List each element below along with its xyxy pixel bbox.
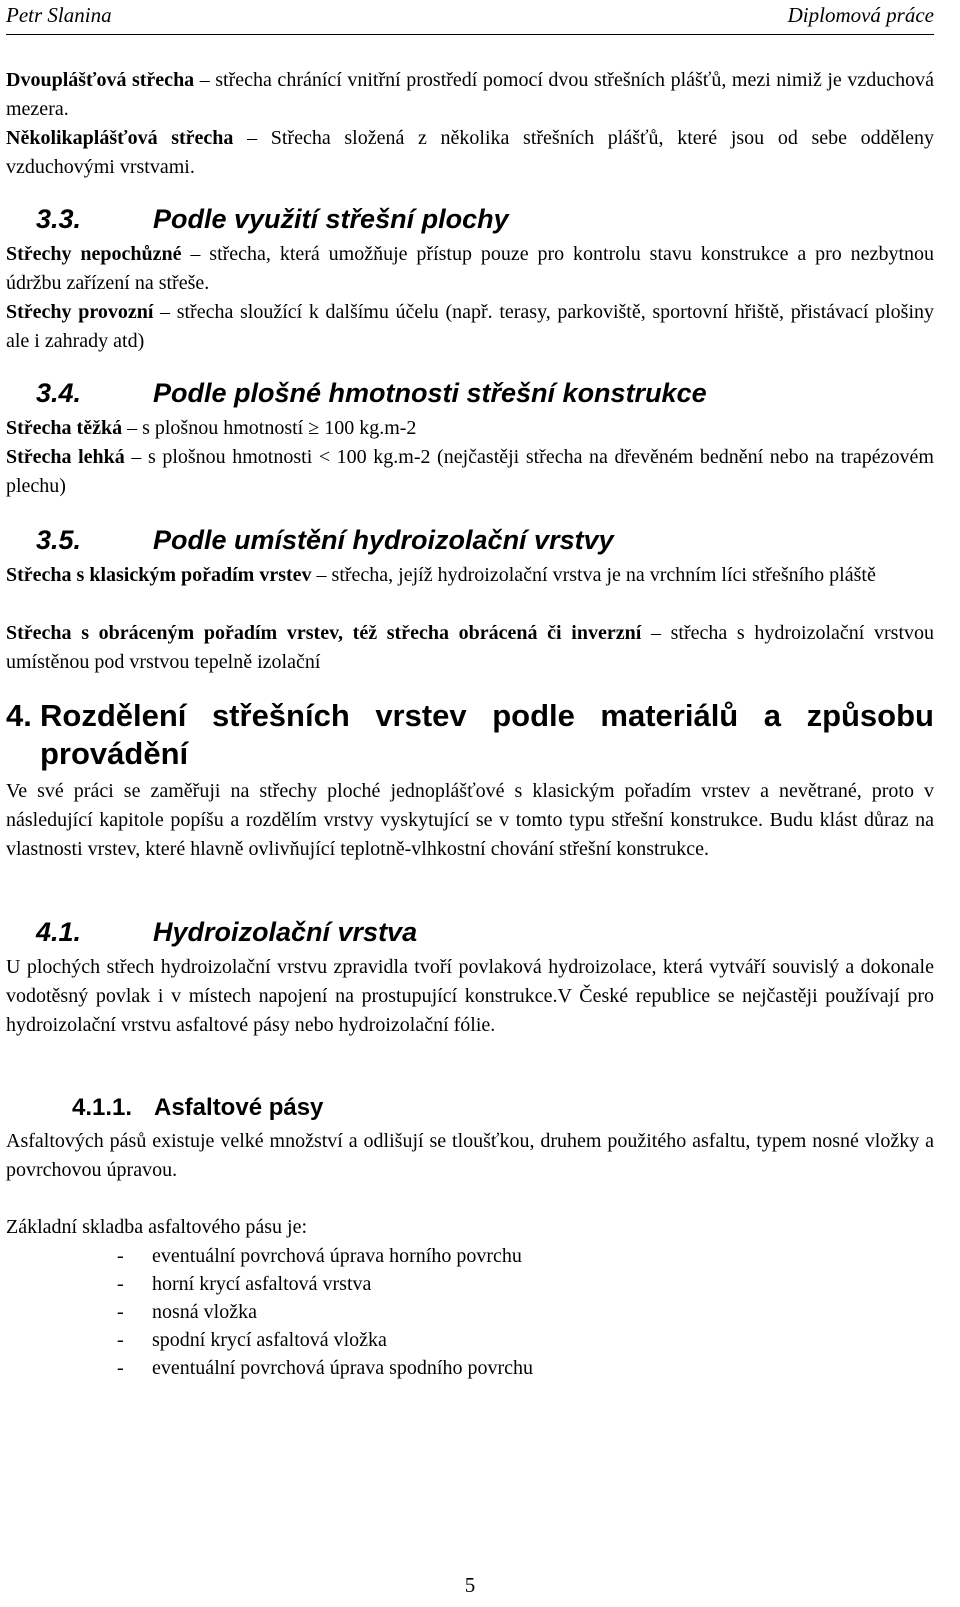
- list-item-text: eventuální povrchová úprava horního povrchu: [152, 1245, 522, 1267]
- paragraph-chapter-intro: Ve své práci se zaměřuji na střechy ploché jednoplášťové s klasickým pořadím vrstev a nevětrané, proto v následující kapitole popíšu a rozdělím vrstvy vyskytující se v tomto typu střešní konstrukce. Budu klást důraz na vlastnosti vrstev, které hlavně ovlivňující teplotně-vlhkostní chování střešní konstrukce.: [6, 780, 934, 860]
- definition: – s plošnou hmotností ≥ 100 kg.m-2: [122, 417, 417, 439]
- section-number: 3.3.: [36, 204, 82, 234]
- definition: – střecha s hydroizolační vrstvou umístěnou pod vrstvou tepelně izolační: [6, 622, 935, 673]
- paragraph-light-roof: [6, 443, 934, 501]
- page-header: [6, 2, 934, 28]
- term: Střecha s klasickým pořadím vrstev: [6, 564, 312, 586]
- section-heading-3-3: [6, 202, 934, 236]
- term: Střechy nepochůzné: [6, 243, 182, 265]
- paragraph-asphalt-strips: Asfaltových pásů existuje velké množství a odlišují se tloušťkou, druhem použitého asfaltu, typem nosné vložky a povrchovou úpravou.: [6, 1130, 934, 1181]
- chapter-heading-4: [6, 697, 934, 773]
- paragraph-classic-order-roof: [6, 561, 934, 619]
- section-heading-4-1-1: [6, 1093, 934, 1123]
- section-heading-3-4: [6, 376, 934, 410]
- header-rule: [6, 34, 934, 35]
- term: Dvouplášťová střecha: [6, 69, 195, 91]
- header-author: Petr Slanina: [6, 3, 112, 27]
- paragraph-double-shell-roof: [6, 66, 934, 124]
- list-item-text: spodní krycí asfaltová vložka: [152, 1329, 387, 1351]
- list-dash: -: [117, 1245, 124, 1267]
- list-item: [6, 1242, 934, 1270]
- section-title: Podle využití střešní plochy: [153, 204, 509, 234]
- list-item: [6, 1354, 934, 1382]
- definition: – střecha, která umožňuje přístup pouze pro kontrolu stavu konstrukce a pro nezbytnou údržbu zařízení na střeše.: [6, 243, 934, 294]
- composition-list: [6, 1242, 934, 1382]
- definition: – střecha sloužící k dalšímu účelu (např. terasy, parkoviště, sportovní hřiště, přistávací plošiny ale i zahrady atd): [6, 301, 934, 352]
- page-number: 5: [464, 1573, 476, 1597]
- list-dash: -: [117, 1273, 124, 1295]
- list-dash: -: [117, 1329, 124, 1351]
- section-title: Hydroizolační vrstva: [153, 917, 418, 947]
- list-item: [6, 1326, 934, 1354]
- list-item-text: eventuální povrchová úprava spodního povrchu: [152, 1357, 534, 1379]
- chapter-number: 4.: [6, 698, 32, 733]
- section-number: 3.4.: [36, 378, 82, 408]
- section-title: Asfaltové pásy: [154, 1094, 324, 1121]
- paragraph-heavy-roof: [6, 414, 934, 443]
- section-number: 4.1.1.: [72, 1094, 133, 1121]
- section-title: Podle umístění hydroizolační vrstvy: [153, 525, 614, 555]
- page-content: [6, 66, 934, 1382]
- list-dash: -: [117, 1301, 124, 1323]
- header-doc-type: Diplomová práce: [787, 3, 934, 27]
- section-heading-4-1: [6, 915, 934, 949]
- definition: – střecha, jejíž hydroizolační vrstva je na vrchním líci střešního pláště: [311, 564, 876, 586]
- definition: – Střecha složená z několika střešních plášťů, které jsou od sebe odděleny vzduchovými vrstvami.: [6, 127, 934, 178]
- section-number: 3.5.: [36, 525, 82, 555]
- paragraph-operational-roof: [6, 298, 934, 356]
- term: Několikaplášťová střecha: [6, 127, 234, 149]
- section-title: Podle plošné hmotnosti střešní konstrukce: [153, 378, 707, 408]
- term: Střecha s obráceným pořadím vrstev, též střecha obrácená či inverzní: [6, 622, 642, 644]
- section-number: 4.1.: [36, 917, 82, 947]
- term: Střecha těžká: [6, 417, 123, 439]
- list-item: [6, 1270, 934, 1298]
- definition: – s plošnou hmotnosti < 100 kg.m-2 (nejčastěji střecha na dřevěném bednění nebo na trapézovém plechu): [6, 446, 934, 497]
- list-dash: -: [117, 1357, 124, 1379]
- paragraph-inverted-roof: [6, 619, 934, 677]
- list-item-text: horní krycí asfaltová vrstva: [152, 1273, 372, 1295]
- paragraph-basic-composition: Základní skladba asfaltového pásu je:: [6, 1216, 308, 1238]
- section-heading-3-5: [6, 523, 934, 557]
- definition: – střecha chránící vnitřní prostředí pomocí dvou střešních plášťů, mezi nimiž je vzduchová mezera.: [6, 69, 934, 120]
- paragraph-non-walkable-roof: [6, 240, 934, 298]
- paragraph-multi-shell-roof: [6, 124, 934, 182]
- list-item-text: nosná vložka: [152, 1301, 257, 1323]
- paragraph-waterproofing-layer: U plochých střech hydroizolační vrstvu zpravidla tvoří povlaková hydroizolace, která vytváří souvislý a dokonale vodotěsný povlak i v místech napojení na prostupující konstrukce.V České republice se nejčastěji používají pro hydroizolační vrstvu asfaltové pásy nebo hydroizolační fólie.: [6, 956, 934, 1036]
- term: Střecha lehká: [6, 446, 125, 468]
- term: Střechy provozní: [6, 301, 154, 323]
- chapter-title: Rozdělení střešních vrstev podle materiálů a způsobu provádění: [40, 698, 934, 771]
- list-item: [6, 1298, 934, 1326]
